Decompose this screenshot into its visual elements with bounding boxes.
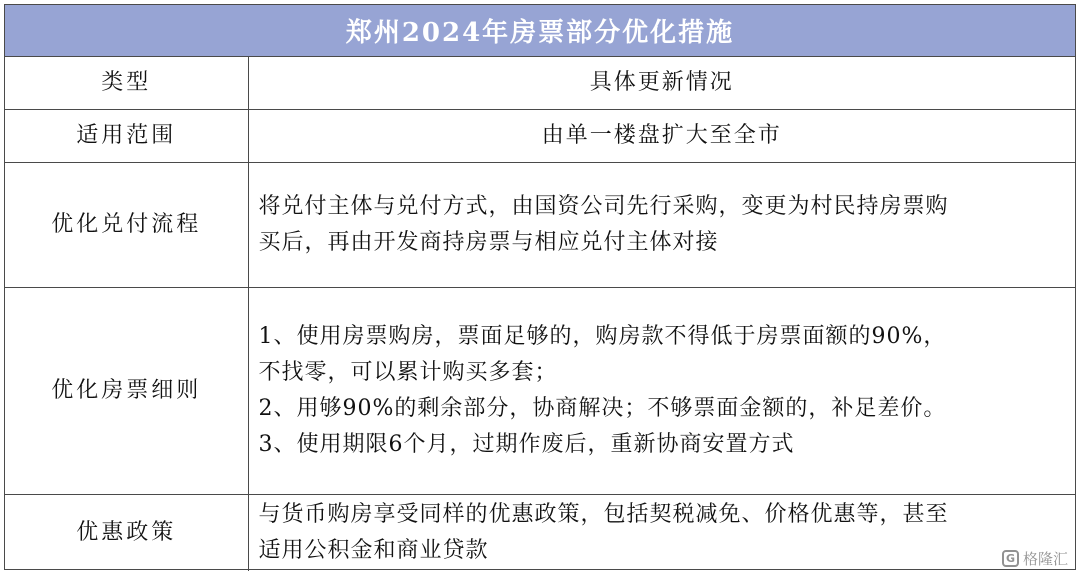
header-type: 类型 xyxy=(5,57,248,109)
detail-line: 与货币购房享受同样的优惠政策，包括契税减免、价格优惠等，甚至 xyxy=(258,501,949,527)
table-title: 郑州2024年房票部分优化措施 xyxy=(5,5,1075,57)
detail-line: 不找零，可以累计购买多套； xyxy=(258,359,558,385)
row-detail-payment-flow xyxy=(248,162,1075,287)
row-type-scope: 适用范围 xyxy=(5,109,248,162)
table-row xyxy=(5,494,1075,571)
detail-line: 买后，再由开发商持房票与相应兑付主体对接 xyxy=(258,229,719,255)
detail-line: 适用公积金和商业贷款 xyxy=(258,537,489,563)
row-detail-scope xyxy=(248,109,1075,162)
detail-line: 1、使用房票购房，票面足够的，购房款不得低于房票面额的90%， xyxy=(258,323,947,349)
table-row xyxy=(5,162,1075,287)
detail-line: 2、用够90%的剩余部分，协商解决；不够票面金额的，补足差价。 xyxy=(258,395,947,421)
row-type-payment-flow: 优化兑付流程 xyxy=(5,162,248,287)
row-type-ticket-rules: 优化房票细则 xyxy=(5,287,248,494)
gelonghui-logo-icon: G xyxy=(1002,550,1019,567)
row-type-preferential-policy: 优惠政策 xyxy=(5,494,248,571)
row-detail-preferential-policy xyxy=(248,494,1075,571)
detail-line: 由单一楼盘扩大至全市 xyxy=(541,122,782,148)
watermark-text: 格隆汇 xyxy=(1022,550,1068,568)
table-row xyxy=(5,109,1075,162)
table-row xyxy=(5,287,1075,494)
policy-table xyxy=(5,57,1075,571)
detail-line: 3、使用期限6个月，过期作废后，重新协商安置方式 xyxy=(258,431,795,457)
row-detail-ticket-rules xyxy=(248,287,1075,494)
table-header-row xyxy=(5,57,1075,109)
detail-line: 将兑付主体与兑付方式，由国资公司先行采购，变更为村民持房票购 xyxy=(258,193,949,219)
watermark xyxy=(1002,548,1068,569)
header-detail: 具体更新情况 xyxy=(248,57,1075,109)
policy-table-frame xyxy=(4,4,1076,570)
